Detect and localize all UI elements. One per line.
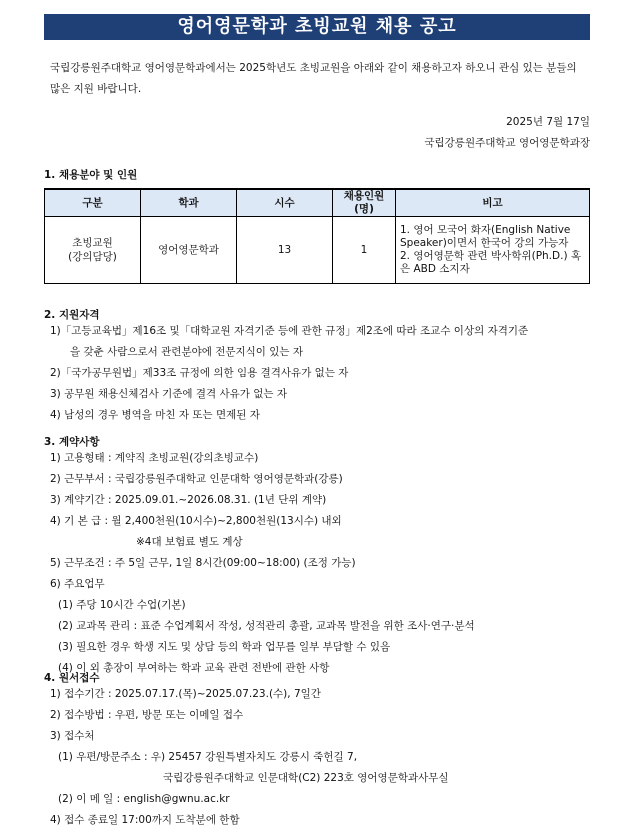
list-item: (1) 주당 10시간 수업(기본) [58, 599, 186, 611]
section-3-heading: 3. 계약사항 [44, 436, 100, 448]
list-item: 4) 접수 종료일 17:00까지 도착분에 한함 [50, 814, 240, 826]
section-2-list [50, 321, 600, 426]
list-item: 4) 기 본 급 : 월 2,400천원(10시수)~2,800천원(13시수) 내외 [50, 515, 342, 527]
list-item: (1) 우편/방문주소 : 우) 25457 강원특별자치도 강릉시 죽헌길 7, [58, 751, 358, 763]
list-item: 3) 공무원 채용신체검사 기준에 결격 사유가 없는 자 [50, 388, 287, 400]
header-note: 비고 [396, 189, 590, 217]
intro-paragraph: 국립강릉원주대학교 영어영문학과에서는 2025학년도 초빙교원을 아래와 같이 채용하고자 하오니 관심 있는 분들의 많은 지원 바랍니다. [50, 62, 577, 95]
list-item: 1)「고등교육법」제16조 및「대학교원 자격기준 등에 관한 규정」제2조에 따라 조교수 이상의 자격기준 [50, 325, 529, 337]
list-item: 2) 근무부서 : 국립강릉원주대학교 인문대학 영어영문학과(강릉) [50, 473, 343, 485]
cell-category: 초빙교원 (강의담당) [45, 217, 141, 284]
list-item: 6) 주요업무 [50, 578, 105, 590]
list-item: 4) 남성의 경우 병역을 마친 자 또는 면제된 자 [50, 409, 260, 421]
section-4-list [50, 684, 600, 831]
cell-note: 1. 영어 모국어 화자(English Native Speaker)이면서 한국어 강의 가능자 2. 영어영문학 관련 박사학위(Ph.D.) 혹은 ABD 소지자 [396, 217, 590, 284]
page-title: 영어영문학과 초빙교원 채용 공고 [44, 14, 590, 40]
list-item: 2) 접수방법 : 우편, 방문 또는 이메일 접수 [50, 709, 244, 721]
list-item: (4) 이 외 총장이 부여하는 학과 교육 관련 전반에 관한 사항 [58, 662, 330, 674]
section-1-heading: 1. 채용분야 및 인원 [44, 169, 138, 181]
list-item: (2) 교과목 관리 : 표준 수업계획서 작성, 성적관리 총괄, 교과목 발전을 위한 조사·연구·분석 [58, 620, 475, 632]
header-count: 채용인원 (명) [333, 189, 396, 217]
cell-count: 1 [333, 217, 396, 284]
table-row [45, 217, 590, 284]
header-hours: 시수 [237, 189, 333, 217]
recruitment-table [44, 188, 590, 284]
section-3-list [50, 448, 600, 679]
list-item: 3) 접수처 [50, 730, 95, 742]
list-item: 2)「국가공무원법」제33조 규정에 의한 임용 결격사유가 없는 자 [50, 367, 349, 379]
cell-department: 영어영문학과 [141, 217, 237, 284]
header-category: 구분 [45, 189, 141, 217]
list-item: 1) 고용형태 : 계약직 초빙교원(강의초빙교수) [50, 452, 259, 464]
issuer: 국립강릉원주대학교 영어영문학과장 [424, 137, 590, 149]
list-item: 국립강릉원주대학교 인문대학(C2) 223호 영어영문학과사무실 [163, 772, 449, 784]
issue-date: 2025년 7월 17일 [506, 116, 590, 128]
list-item: 5) 근무조건 : 주 5일 근무, 1일 8시간(09:00~18:00) (조정 가능) [50, 557, 356, 569]
section-2-heading: 2. 지원자격 [44, 309, 100, 321]
cell-hours: 13 [237, 217, 333, 284]
list-item: ※4대 보험료 별도 계상 [136, 536, 243, 548]
section-4-heading: 4. 원서접수 [44, 672, 100, 684]
list-item: 1) 접수기간 : 2025.07.17.(목)~2025.07.23.(수), 7일간 [50, 688, 321, 700]
list-item: 을 갖춘 사람으로서 관련분야에 전문지식이 있는 자 [70, 346, 304, 358]
list-item: 3) 계약기간 : 2025.09.01.~2026.08.31. (1년 단위 계약) [50, 494, 327, 506]
list-item: (2) 이 메 일 : english@gwnu.ac.kr [58, 793, 230, 805]
issue-block [424, 112, 590, 154]
list-item: (3) 필요한 경우 학생 지도 및 상담 등의 학과 업무를 일부 부담할 수 있음 [58, 641, 391, 653]
header-department: 학과 [141, 189, 237, 217]
table-header-row [45, 189, 590, 217]
